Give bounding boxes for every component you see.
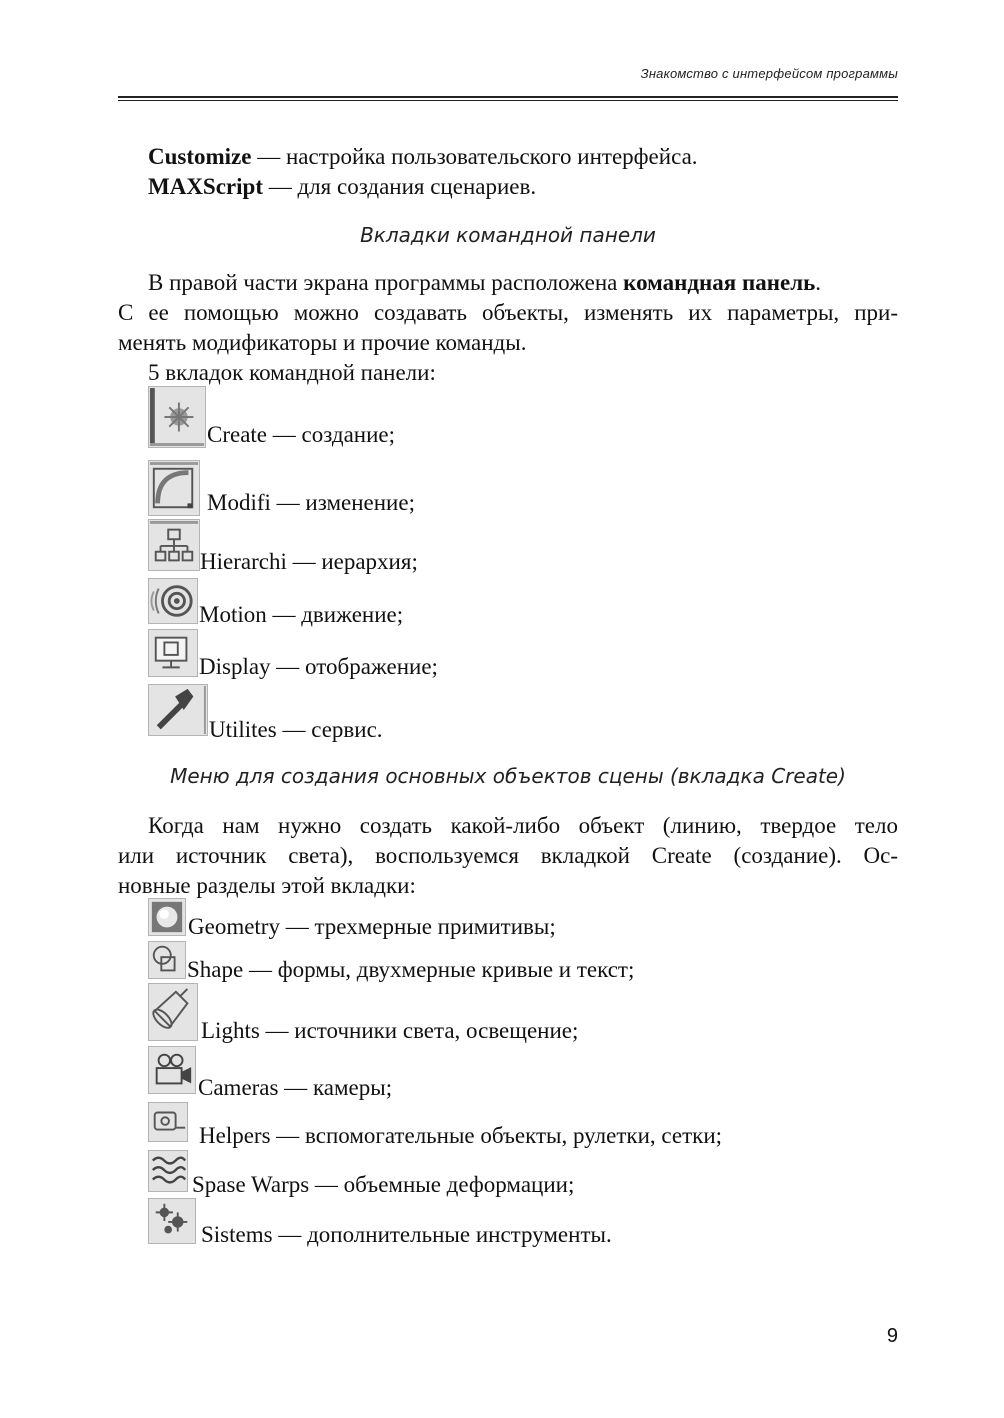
motion-icon [148,578,198,624]
tab-label-hierarchy: Hierarchi — иерархия; [200,549,418,574]
menu-item-maxscript [148,172,536,202]
modify-icon [148,460,200,516]
tab-label-motion: Motion — движение; [199,602,404,627]
paragraph-line: менять модификаторы и прочие команды. [118,330,527,355]
section-heading-command-panel: Вкладки командной панели [360,223,656,247]
category-label-systems: Sistems — дополнительные инструменты. [201,1222,612,1247]
shape-icon [148,941,186,979]
section-heading-create-menu: Меню для создания основных объектов сцены (вкладка Create) [170,764,846,788]
desc: — для создания сценариев. [262,174,537,199]
geometry-icon [148,898,186,936]
cameras-icon [148,1046,196,1094]
text: В правой части экрана программы расположена [148,270,624,295]
tab-label-modify: Modifi — изменение; [207,490,415,515]
text: . [815,270,822,295]
tab-label-create: Create — создание; [207,422,396,447]
bold-term: командная панель [623,270,816,295]
header-rule-thin [118,100,898,101]
category-label-cameras: Cameras — камеры; [198,1075,393,1100]
category-label-helpers: Helpers — вспомогательные объекты, рулетки, сетки; [199,1123,723,1148]
paragraph-line: новные разделы этой вкладки: [118,873,416,898]
term: MAXScript [148,174,263,199]
running-header: Знакомство с интерфейсом программы [640,66,898,81]
paragraph-line: Когда нам нужно создать какой-либо объект (линию, твердое тело [148,813,898,838]
helpers-icon [148,1102,188,1142]
paragraph-line: С ее помощью можно создавать объекты, изменять их параметры, при- [118,300,898,325]
list-intro: 5 вкладок командной панели: [148,360,436,385]
systems-icon [148,1198,196,1244]
utilities-icon [148,684,208,736]
create-icon [148,386,206,448]
lights-icon [148,983,198,1041]
hierarchy-icon [148,519,200,571]
category-label-geometry: Geometry — трехмерные примитивы; [188,914,556,939]
header-rule [118,96,898,98]
paragraph-line [148,268,821,298]
paragraph-line: или источник света), воспользуемся вкладкой Create (создание). Ос- [118,843,898,868]
category-label-shape: Shape — формы, двухмерные кривые и текст; [187,957,635,982]
tab-label-utilities: Utilites — сервис. [209,717,383,742]
term: Customize [148,144,252,169]
category-label-space-warps: Spase Warps — объемные деформации; [192,1172,575,1197]
desc: — настройка пользовательского интерфейса. [251,144,698,169]
page-number: 9 [886,1325,898,1347]
menu-item-customize [148,142,698,172]
display-icon [148,629,198,677]
space-warps-icon [148,1150,188,1192]
tab-label-display: Display — отображение; [199,654,438,679]
category-label-lights: Lights — источники света, освещение; [201,1018,579,1043]
